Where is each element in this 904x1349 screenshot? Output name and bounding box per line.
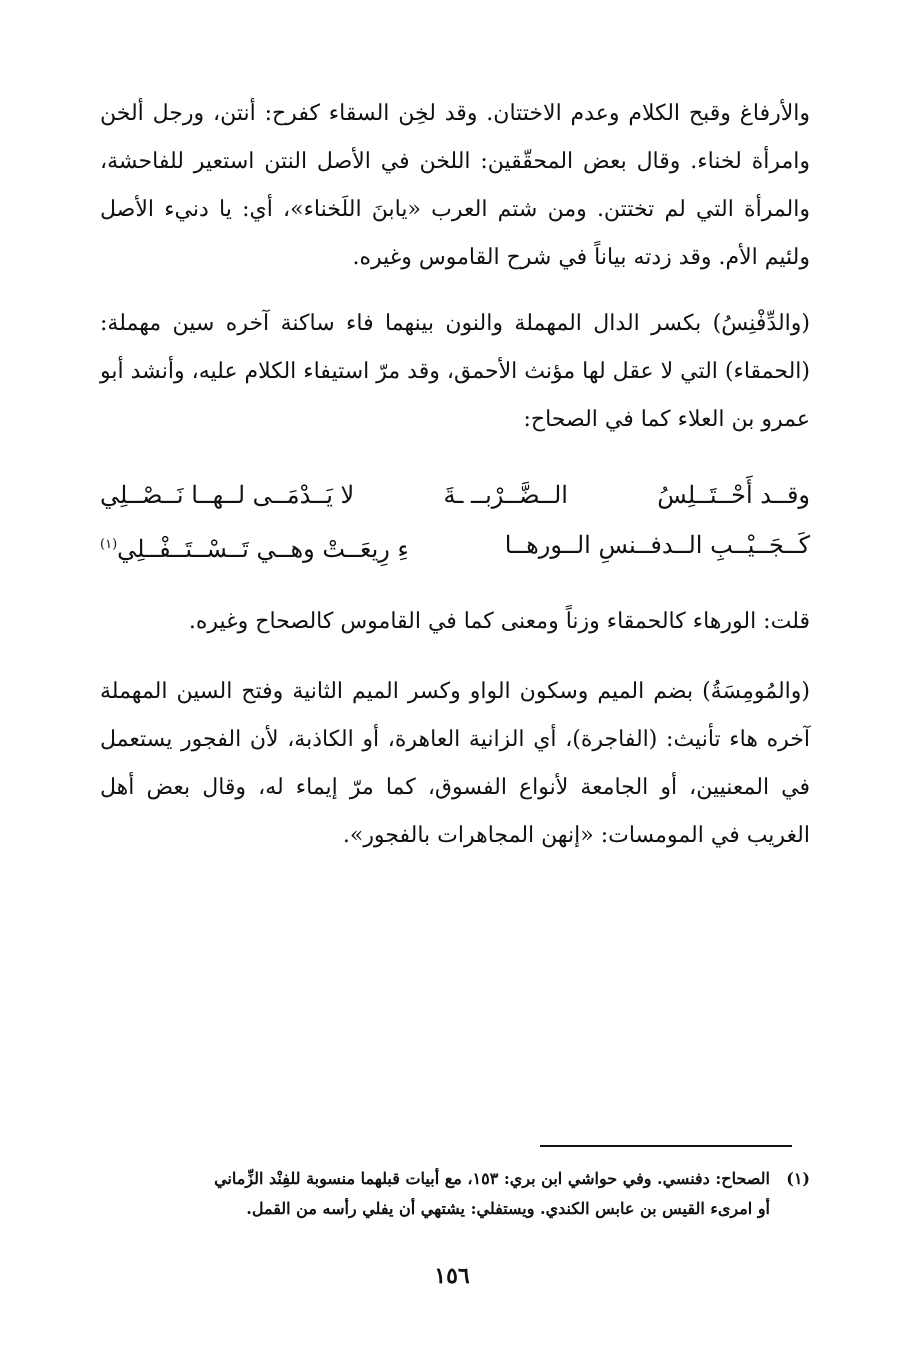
paragraph-text: (والمُومِسَةُ) بضم الميم وسكون الواو وكسر الميم الثانية وفتح السين المهملة آخره هاء تأنيث: (الفاجرة)، أي الزانية العاهرة، أو الكاذبة، لأن الفجور يستعمل في المعنيين، أو الجامعة لأنواع الفسوق، كما مرّ إيماء له، وقال بعض أهل الغريب في المومسات: «إنهن المجاهرات بالفجور».	[100, 679, 810, 848]
footnote	[95, 1164, 810, 1224]
footnote-text: الصحاح: دفنسي. وفي حواشي ابن بري: ١٥٣، مع أبيات قبلهما منسوبة للفِنْد الزِّماني	[214, 1169, 770, 1188]
paragraph-dafnis	[100, 300, 810, 444]
verse-segment: ءِ رِيعَــتْ وهــي تَــسْــتَــفْــلِي	[117, 535, 409, 563]
verse-segment: وقــد أَحْــتَــلِسُ	[657, 481, 810, 509]
poetry-verse	[100, 470, 810, 570]
verse-segment-with-note	[100, 520, 409, 570]
paragraph-lakhn	[100, 90, 810, 282]
footnote-text: أو امرىء القيس بن عابس الكندي. ويستفلي: يشتهي أن يفلي رأسه من القمل.	[246, 1199, 770, 1218]
footnote-number: (١)	[786, 1169, 810, 1188]
footnote-line-2	[95, 1194, 810, 1224]
verse-segment: لا يَــدْمَــى لــهــا نَــصْــلِي	[100, 481, 355, 509]
paragraph-text: (والدِّفْنِسُ) بكسر الدال المهملة والنون بينهما فاء ساكنة آخره سين مهملة: (الحمقاء) التي لا عقل لها مؤنث الأحمق، وقد مرّ استيفاء الكلام عليه، وأنشد أبو عمرو بن العلاء كما في الصحاح:	[100, 311, 810, 432]
verse-segment: كَــجَــيْــبِ الــدفــنسِ الــورهــا	[504, 531, 810, 559]
footnote-line-1	[95, 1164, 810, 1194]
verse-line-1	[100, 470, 810, 520]
paragraph-mumisa	[100, 668, 810, 860]
footnote-marker: (١)	[100, 537, 118, 552]
paragraph-qultu	[100, 598, 810, 646]
verse-line-2	[100, 520, 810, 570]
footnote-divider	[540, 1145, 792, 1147]
paragraph-text: والأرفاغ وقبح الكلام وعدم الاختتان. وقد لخِن السقاء كفرح: أنتن، ورجل ألخن وامرأة لخناء. وقال بعض المحقّقين: اللخن في الأصل النتن استعير للفاحشة، والمرأة التي لم تختتن. ومن شتم العرب «يابنَ اللَخناء»، أي: يا دنيء الأصل ولئيم الأم. وقد زدته بياناً في شرح القاموس وغيره.	[100, 101, 810, 270]
verse-segment: الــضَّــرْبــ ـةَ	[443, 481, 568, 509]
paragraph-text: قلت: الورهاء كالحمقاء وزناً ومعنى كما في القاموس كالصحاح وغيره.	[188, 609, 810, 634]
page-number: ١٥٦	[434, 1263, 470, 1289]
